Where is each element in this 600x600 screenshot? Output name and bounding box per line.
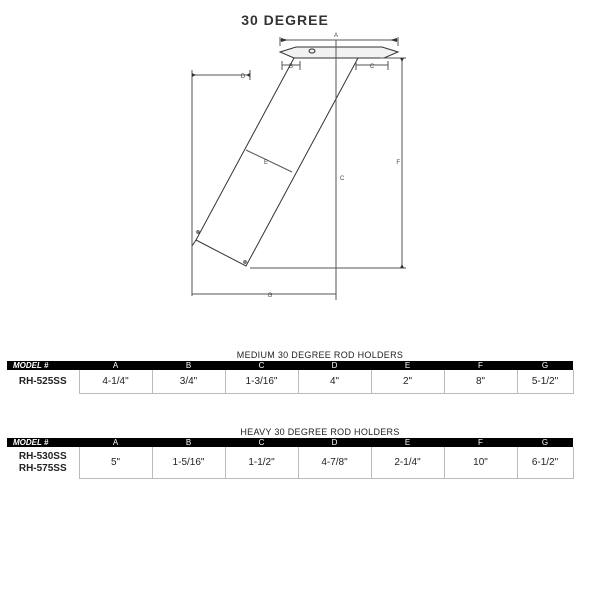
table-caption: HEAVY 30 DEGREE ROD HOLDERS	[240, 427, 400, 437]
rod-tube	[196, 58, 358, 266]
diagram-title: 30 DEGREE	[241, 12, 329, 28]
model-number: RH-575SS	[18, 462, 67, 474]
label-c: C	[340, 176, 345, 182]
cell-e: 2-1/4"	[371, 447, 444, 478]
cell-e: 2"	[371, 370, 444, 393]
header-e: E	[371, 361, 444, 370]
model-number: RH-530SS	[18, 450, 67, 462]
label-c-top: C	[369, 64, 375, 70]
cell-d: 4-7/8"	[298, 447, 371, 478]
cell-g: 5-1/2"	[517, 370, 573, 393]
header-c: C	[225, 438, 298, 447]
table-row	[7, 447, 573, 478]
header-d: D	[298, 361, 371, 370]
table-caption: MEDIUM 30 DEGREE ROD HOLDERS	[236, 350, 404, 360]
cell-c: 1-1/2"	[225, 447, 298, 478]
header-a: A	[79, 438, 152, 447]
cell-a: 4-1/4"	[79, 370, 152, 393]
label-f: F	[396, 160, 400, 166]
cell-c: 1-3/16"	[225, 370, 298, 393]
header-b: B	[152, 361, 225, 370]
header-d: D	[298, 438, 371, 447]
cell-a: 5"	[79, 447, 152, 478]
flange-plate	[280, 47, 398, 58]
cell-b: 3/4"	[152, 370, 225, 393]
label-b: B	[288, 64, 294, 70]
header-c: C	[225, 361, 298, 370]
header-e: E	[371, 438, 444, 447]
model-cell	[7, 370, 79, 393]
cell-f: 8"	[444, 370, 517, 393]
tube-side-dot	[197, 231, 199, 233]
table-header-row	[7, 361, 573, 370]
header-model: MODEL #	[7, 361, 79, 370]
header-f: F	[444, 361, 517, 370]
model-number: RH-525SS	[18, 375, 67, 387]
header-g: G	[517, 438, 573, 447]
cell-d: 4"	[298, 370, 371, 393]
header-f: F	[444, 438, 517, 447]
table-header-row	[7, 438, 573, 447]
table-row	[7, 370, 573, 393]
header-g: G	[517, 361, 573, 370]
label-d: D	[240, 74, 246, 80]
label-a: A	[333, 33, 339, 39]
spec-table-medium	[7, 350, 573, 394]
label-e: E	[263, 160, 269, 166]
spec-table-heavy	[7, 427, 573, 479]
header-a: A	[79, 361, 152, 370]
header-b: B	[152, 438, 225, 447]
label-g: G	[267, 293, 273, 299]
cell-b: 1-5/16"	[152, 447, 225, 478]
header-model: MODEL #	[7, 438, 79, 447]
model-cell	[7, 447, 79, 478]
cell-f: 10"	[444, 447, 517, 478]
tube-bottom-left	[192, 240, 196, 246]
cell-g: 6-1/2"	[517, 447, 573, 478]
